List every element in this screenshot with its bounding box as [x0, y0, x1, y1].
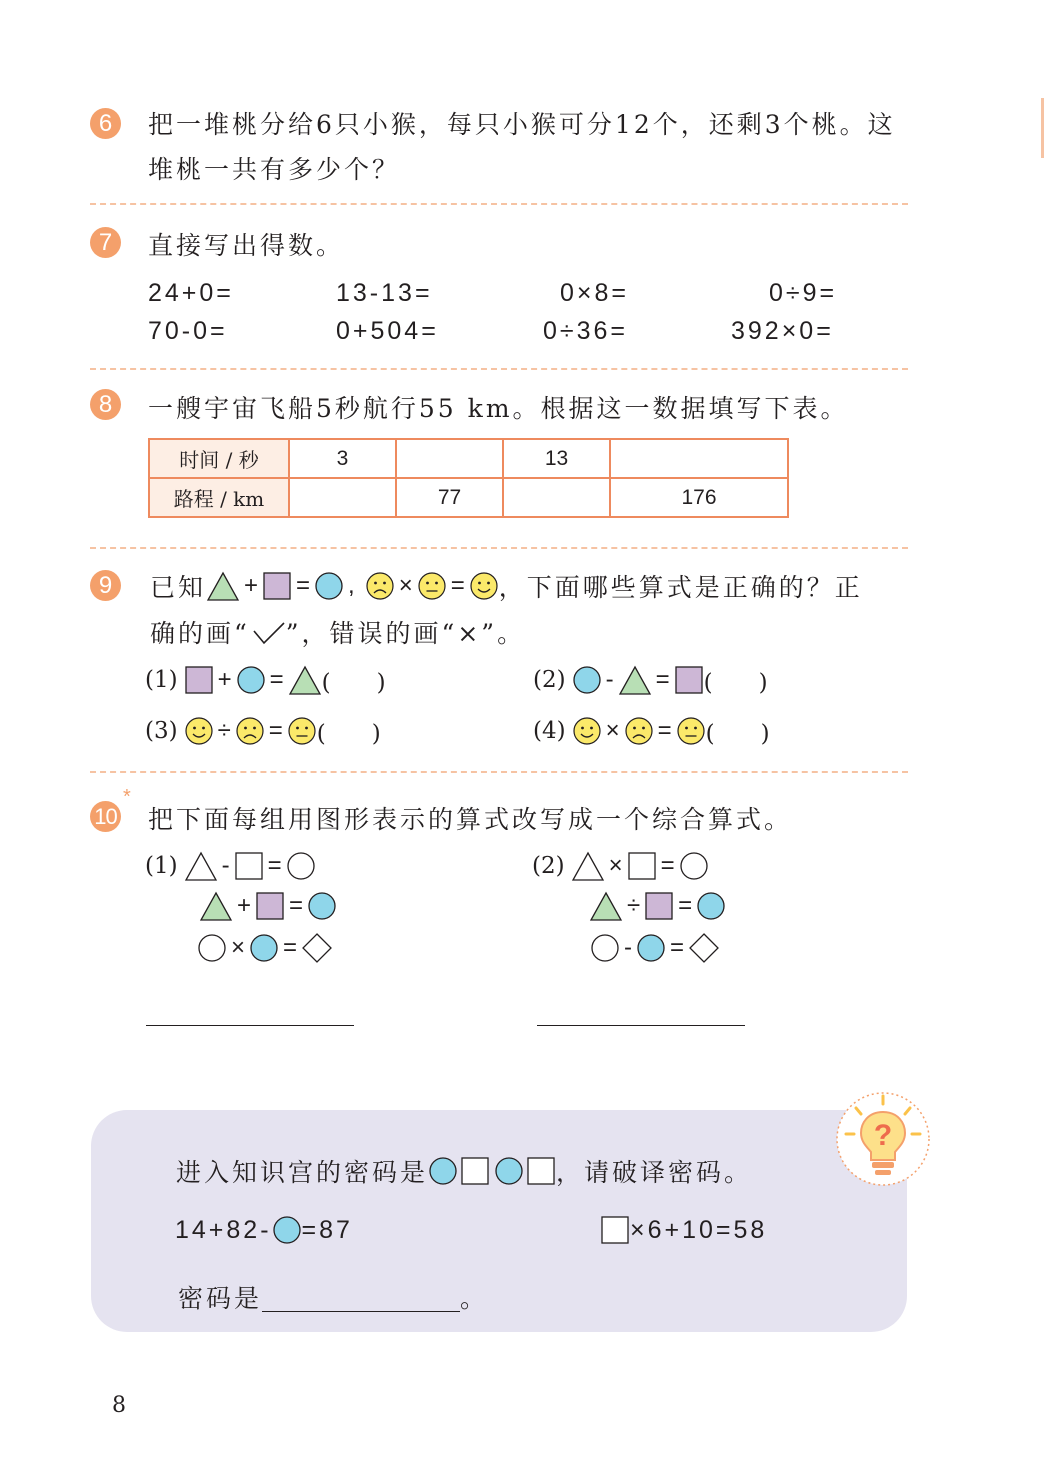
circle-icon [236, 665, 266, 695]
group-2-line-3: - = [590, 930, 720, 966]
circle-icon [696, 891, 726, 921]
table-cell [396, 439, 503, 478]
calc-item: 70-0= [148, 317, 228, 345]
square-icon [262, 571, 292, 601]
calc-item: 13-13= [336, 279, 433, 307]
equation-part: 14+82- [175, 1215, 272, 1244]
question-9-item-1: (1) + = ( ) [145, 662, 386, 698]
square-outline-icon [526, 1156, 556, 1186]
question-9-item-3: (3) ÷ = ( ) [145, 713, 381, 749]
question-9-given: 已知 + = , × = ，下面哪些算式是正确的？正 [150, 568, 863, 604]
table-header-distance: 路程 / km [149, 478, 289, 517]
question-7-text: 直接写出得数。 [148, 231, 345, 260]
triangle-icon [199, 890, 233, 922]
answer-parentheses[interactable]: ( ) [316, 720, 381, 747]
circle-icon [572, 665, 602, 695]
square-icon [644, 891, 674, 921]
answer-parentheses[interactable]: ( ) [705, 720, 770, 747]
question-9-line2-a: 确的画“ [150, 619, 250, 648]
circle-icon [272, 1215, 302, 1245]
circle-icon [492, 1156, 526, 1186]
group-1-line-2: + = [199, 888, 337, 924]
table-row [149, 439, 788, 478]
puzzle-line-1 [176, 1153, 752, 1189]
question-9-suffix: ，下面哪些算式是正确的？正 [498, 573, 863, 602]
group-1-line-3: × = [197, 930, 333, 966]
happy-face-icon [184, 716, 214, 746]
question-9-item-4: (4) × = ( ) [533, 713, 770, 749]
answer-line-2[interactable] [537, 1025, 745, 1026]
question-9-line2 [150, 614, 525, 650]
table-cell: 13 [503, 439, 610, 478]
circle-outline-icon [590, 933, 620, 963]
question-6-line2: 堆桃一共有多少个？ [148, 155, 401, 184]
question-9-line2-b: ”，错误的画“×”。 [285, 619, 526, 648]
puzzle-equation-2 [600, 1212, 767, 1248]
speed-table [148, 438, 789, 518]
circle-icon [314, 571, 344, 601]
section-divider [90, 547, 908, 549]
page-number: 8 [112, 1393, 126, 1418]
item-label: (3) [145, 718, 178, 744]
table-cell: 176 [610, 478, 788, 517]
square-icon [184, 665, 214, 695]
group-2-line-1: (2) × = [532, 848, 709, 884]
challenge-star: * [123, 786, 131, 808]
calc-item: 0+504= [336, 317, 439, 345]
answer-parentheses[interactable]: ( ) [321, 669, 386, 696]
sad-face-icon [624, 716, 654, 746]
puzzle-prompt: 进入知识宫的密码是 [176, 1158, 429, 1187]
section-divider [90, 368, 908, 370]
equation-part: =87 [301, 1215, 353, 1244]
password-answer-blank[interactable] [262, 1283, 460, 1312]
question-9-number: 9 [90, 570, 121, 601]
triangle-outline-icon [571, 850, 605, 882]
sad-face-icon [235, 716, 265, 746]
neutral-face-icon [676, 716, 706, 746]
checkmark-icon [250, 617, 286, 647]
circle-icon [307, 891, 337, 921]
table-header-time: 时间 / 秒 [149, 439, 289, 478]
square-outline-icon [627, 851, 657, 881]
circle-icon [428, 1156, 458, 1186]
question-10-text: 把下面每组用图形表示的算式改写成一个综合算式。 [148, 805, 793, 834]
happy-face-icon [469, 571, 499, 601]
calc-item: 0×8= [560, 279, 630, 307]
square-outline-icon [458, 1156, 492, 1186]
square-icon [255, 891, 285, 921]
question-8-number: 8 [90, 389, 121, 420]
item-label: (1) [145, 667, 178, 693]
happy-face-icon [572, 716, 602, 746]
question-6-number: 6 [90, 108, 121, 139]
answer-parentheses[interactable]: ( ) [703, 669, 768, 696]
item-label: (2) [533, 667, 566, 693]
calc-item: 0÷9= [769, 279, 838, 307]
group-2-line-2: ÷ = [589, 888, 726, 924]
question-9-lead: 已知 [150, 573, 207, 602]
triangle-icon [288, 664, 322, 696]
calc-item: 0÷36= [543, 317, 629, 345]
answer-end: 。 [460, 1284, 489, 1313]
svg-text:?: ? [873, 1119, 893, 1152]
triangle-icon [618, 664, 652, 696]
puzzle-prompt-suffix: ，请破译密码。 [556, 1158, 753, 1187]
sad-face-icon [365, 571, 395, 601]
calc-item: 24+0= [148, 279, 234, 307]
table-cell [610, 439, 788, 478]
diamond-outline-icon [301, 932, 333, 964]
section-divider [90, 771, 908, 773]
table-row [149, 478, 788, 517]
answer-line-1[interactable] [146, 1025, 354, 1026]
question-7-number: 7 [90, 227, 121, 258]
square-icon [674, 665, 704, 695]
question-10-number: 10 [90, 801, 121, 832]
group-1-line-1: (1) - = [145, 848, 316, 884]
circle-outline-icon [286, 851, 316, 881]
triangle-outline-icon [184, 850, 218, 882]
square-outline-icon [234, 851, 264, 881]
circle-icon [249, 933, 279, 963]
table-cell [289, 478, 396, 517]
circle-outline-icon [679, 851, 709, 881]
lightbulb-question-icon [834, 1090, 932, 1188]
section-divider [90, 203, 908, 205]
diamond-outline-icon [688, 932, 720, 964]
calc-item: 392×0= [731, 317, 834, 345]
neutral-face-icon [417, 571, 447, 601]
neutral-face-icon [287, 716, 317, 746]
table-cell [503, 478, 610, 517]
equation-part: ×6+10=58 [630, 1215, 768, 1244]
triangle-icon [589, 890, 623, 922]
table-cell: 77 [396, 478, 503, 517]
answer-label: 密码是 [178, 1284, 263, 1313]
puzzle-equation-1 [175, 1212, 353, 1248]
item-label: (2) [532, 853, 565, 879]
circle-icon [636, 933, 666, 963]
triangle-icon [206, 570, 240, 602]
question-8-text: 一艘宇宙飞船5秒航行55 km。根据这一数据填写下表。 [148, 394, 849, 423]
puzzle-answer [178, 1279, 488, 1315]
question-6-line1: 把一堆桃分给6只小猴，每只小猴可分12个，还剩3个桃。这 [148, 110, 896, 139]
square-outline-icon [600, 1215, 630, 1245]
question-9-item-2: (2) - = ( ) [533, 662, 768, 698]
table-cell: 3 [289, 439, 396, 478]
circle-outline-icon [197, 933, 227, 963]
item-label: (4) [533, 718, 566, 744]
item-label: (1) [145, 853, 178, 879]
